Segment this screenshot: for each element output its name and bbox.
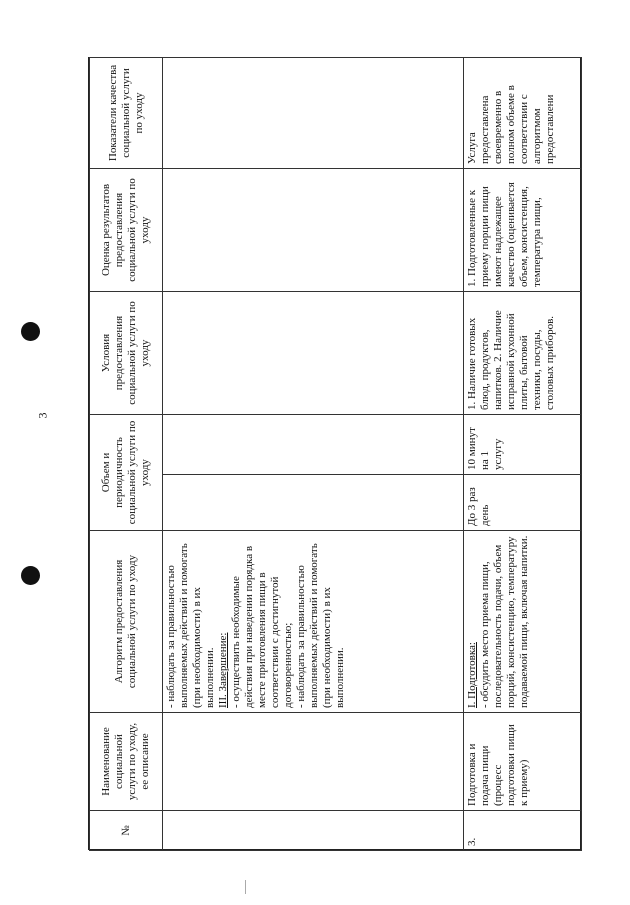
algorithm-line: - обсудить место приема пищи, последовательность подачи, объем порций, консистенцию, температуру подаваемой пищи, включая напитки.: [478, 535, 530, 708]
header-num: №: [90, 811, 163, 851]
header-algorithm: Алгоритм предоставления социальной услуги по уходу: [90, 531, 163, 713]
table-row-3: [463, 58, 581, 851]
header-row: [90, 58, 163, 851]
header-quality: Показатели качества социальной услуги по уходу: [90, 58, 163, 169]
algorithm-line: - наблюдать за правильностью выполняемых действий и помогать (при необходимости) в их выполнении.: [294, 543, 346, 708]
header-name: Наименование социальной услуги по уходу, ее описание: [90, 713, 163, 811]
row-number: 3.: [463, 811, 581, 851]
header-conditions: Условия предоставления социальной услуги по уходу: [90, 292, 163, 415]
header-volume: Объем и периодичность социальной услуги по уходу: [90, 415, 163, 531]
conditions-cell: 1. Наличие готовых блюд, продуктов, напитков. 2. Наличие исправной кухонной плиты, бытовой техники, посуды, столовых приборов.: [463, 292, 581, 415]
page-number: 3: [35, 412, 50, 419]
algorithm-cell: [163, 531, 463, 713]
algorithm-stage-heading: I. Подготовка:: [465, 642, 478, 708]
scan-mark: [245, 880, 246, 894]
algorithm-line: - наблюдать за правильностью выполняемых действий и помогать (при необходимости) в их выполнении.: [165, 543, 217, 708]
punch-hole-top: [21, 322, 40, 341]
algorithm-line: - осуществить необходимые действия при наведении порядка в месте приготовления пищи в соответствии с достигнутой договоренностью;: [230, 545, 294, 708]
service-table: [88, 57, 581, 850]
volume-duration: 10 минут на 1 услугу: [463, 415, 581, 475]
header-evaluation: Оценка результатов предоставления социальной услуги по уходу: [90, 169, 163, 292]
volume-frequency: До 3 раз день: [463, 475, 581, 531]
algorithm-cell: [463, 531, 581, 713]
quality-cell: Услуга предоставлена своевременно в полном объеме в соответствии с алгоритмом предоставлени: [463, 58, 581, 169]
algorithm-stage-heading: III. Завершение:: [217, 632, 230, 708]
table-row-continuation: [163, 58, 463, 851]
evaluation-cell: 1. Подготовленные к приему порции пищи имеют надлежащее качество (оценивается объем, консистенция, температура пищи,: [463, 169, 581, 292]
punch-hole-bottom: [21, 566, 40, 585]
service-name: Подготовка и подача пищи (процесс подготовки пищи к приему): [463, 713, 581, 811]
